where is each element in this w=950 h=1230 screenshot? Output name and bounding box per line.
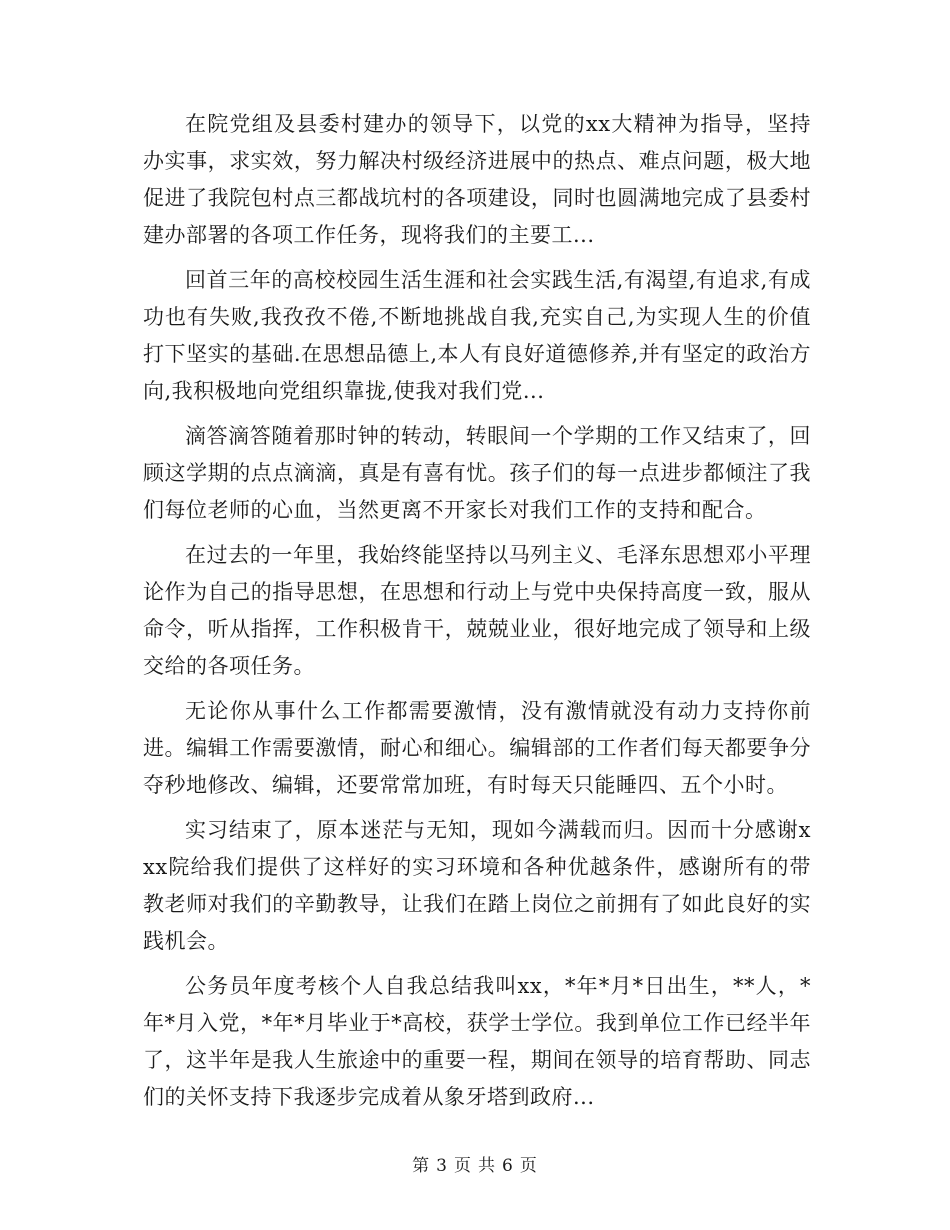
paragraph-1: 在院党组及县委村建办的领导下，以党的xx大精神为指导，坚持办实事，求实效，努力解决村级经济进展中的热点、难点问题，极大地促进了我院包村点三都战坑村的各项建设，同时也圆满地完成了县委村建办部署的各项工作任务，现将我们的主要工... (143, 112, 811, 247)
footer-total-word: 共 (478, 1156, 496, 1176)
paragraph-5: 无论你从事什么工作都需要激情，没有激情就没有动力支持你前进。编辑工作需要激情，耐心和细心。编辑部的工作者们每天都要争分夺秒地修改、编辑，还要常常加班，有时每天只能睡四、五个小时。 (143, 699, 811, 797)
footer-prefix: 第 (412, 1156, 431, 1176)
footer-page-word: 页 (454, 1156, 472, 1176)
paragraph-4: 在过去的一年里，我始终能坚持以马列主义、毛泽东思想邓小平理论作为自己的指导思想，在思想和行动上与党中央保持高度一致，服从命令，听从指挥，工作积极肯干，兢兢业业，很好地完成了领导和上级交给的各项任务。 (143, 543, 811, 678)
paragraph-7: 公务员年度考核个人自我总结我叫xx，*年*月*日出生，**人，*年*月入党，*年*月毕业于*高校，获学士学位。我到单位工作已经半年了，这半年是我人生旅途中的重要一程，期间在领导的培育帮助、同志们的关怀支持下我逐步完成着从象牙塔到政府... (143, 974, 811, 1109)
paragraph-6: 实习结束了，原本迷茫与无知，现如今满载而归。因而十分感谢xxx院给我们提供了这样好的实习环境和各种优越条件，感谢所有的带教老师对我们的辛勤教导，让我们在踏上岗位之前拥有了如此良好的实践机会。 (143, 818, 811, 953)
paragraph-2: 回首三年的高校校园生活生涯和社会实践生活,有渴望,有追求,有成功也有失败,我孜孜不倦,不断地挑战自我,充实自己,为实现人生的价值打下坚实的基础.在思想品德上,本人有良好道德修养,并有坚定的政治方向,我积极地向党组织靠拢,使我对我们党... (143, 268, 811, 403)
page-footer (0, 1151, 950, 1176)
footer-total-pages: 6 (502, 1156, 514, 1176)
footer-suffix: 页 (519, 1156, 538, 1176)
document-body (143, 106, 811, 1124)
paragraph-3: 滴答滴答随着那时钟的转动，转眼间一个学期的工作又结束了，回顾这学期的点点滴滴，真是有喜有忧。孩子们的每一点进步都倾注了我们每位老师的心血，当然更离不开家长对我们工作的支持和配合。 (143, 424, 811, 522)
footer-current-page: 3 (436, 1156, 448, 1176)
